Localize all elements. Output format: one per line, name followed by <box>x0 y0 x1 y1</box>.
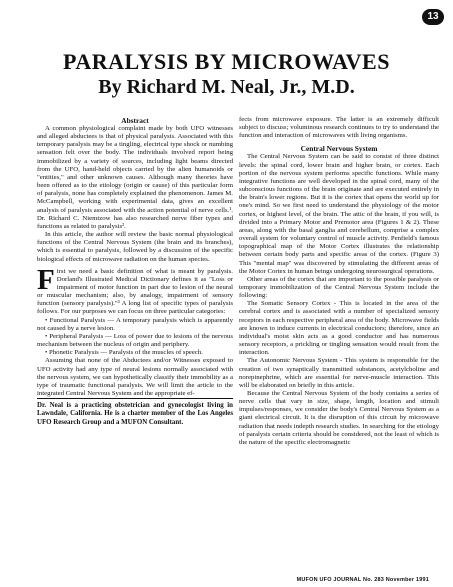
author-bio: Dr. Neal is a practicing obstetrician and gynecologist living in Lawndale, California. He is a charter member of the Los Angeles UFO Research Group and a MUFON Consultant. <box>37 398 233 427</box>
article-byline: By Richard M. Neal, Jr., M.D. <box>98 76 355 98</box>
abstract-heading: Abstract <box>121 116 149 125</box>
bullet-functional-paralysis: • Functional Paralysis — A temporary paralysis which is apparently not caused by a nerve lesion. <box>37 316 233 332</box>
journal-footer: MUFON UFO JOURNAL No. 283 November 1991 <box>296 577 429 583</box>
drop-cap: F <box>37 263 55 296</box>
article-title: PARALYSIS BY MICROWAVES <box>63 49 390 74</box>
bullet-peripheral-paralysis: • Peripheral Paralysis — Loss of power due to lesions of the nervous mechanism between the nucleus of origin and periphery. <box>37 332 233 349</box>
body-paragraph-assumption: Assuming that none of the Abductees and/or Witnesses exposed to UFO activity had any type of neural lesions normally associated with the nervous system, we can hypothetically classify their immobility as a type of traumatic functional paralysis. We will limit the article to the integrated Central Nervous System and the appropriate ef- <box>37 357 233 397</box>
abstract-paragraph-1: A common physiological complaint made by both UFO witnesses and alleged abductees is that of physical paralysis. Associated with this temporary paralysis may be a tingling, electrical type shock or numbing sensation felt over the body. The individuals involved report being immobilized by a variety of sources, including light beams directed from the UFO, hand-held objects carried by the alien humanoids or "entities," and other unknown causes. Although many theories have been offered as to the etiology (origin or cause) of this particular form of paralysis, none has completely explained the phenomenon. James M. McCampbell, working with experimental data, gives an excellent analysis of paralysis associated with the action potential of nerve cells.¹. Dr. Richard C. Niemtzow has also researched nerve fiber types and functions as related to paralysis². <box>37 125 233 230</box>
continuation-paragraph: fects from microwave exposure. The latter is an extremely difficult subject to discuss; voluminous research continues to try to understand the function and interaction of microwaves with living organisms. <box>239 116 439 140</box>
intro-text: irst we need a basic definition of what is meant by paralysis. Dorland's Illustrated Medical Dictionary defines it as "Loss or impairment of motor function in part due to lesion of the neural or muscular mechanism; also, by analogy, impairment of sensory function (sensory paralysis)."³ A long list of specific types of paralysis follows. For our purposes we can focus on three particular categories: <box>37 267 233 316</box>
bullet-phonetic-paralysis: • Phonetic Paralysis — Paralysis of the muscles of speech. <box>45 349 203 357</box>
right-column <box>239 116 439 447</box>
cns-paragraph-autonomic: The Autonomic Nervous System - This system is responsible for the creation of two synaptically transmitted substances, acetylcholine and norepinephrine, which are essential for nerve-muscle interaction. This will be elaborated on briefly in this article. <box>239 357 439 389</box>
cns-paragraph-circuit: Because the Central Nervous System of the body contains a series of nerve cells that vary in size, shape, length, location and stimuli impulses/responses, we consider the body's Central Nervous System as a giant electrical circuit. It is the disruption of this circuit by microwave radiation that needs indepth research studies. In searching for the etiology of paralysis certain criteria should be considered, not the least of which is the nature of the specific electromagnetic <box>239 390 439 446</box>
cns-paragraph-1: The Central Nervous System can be said to consist of three distinct levels: the spinal cord, lower brain and higher brain, or cortex. Each portion of the nervous system performs specific functions. While many integrative functions are well developed in the spinal cord, many of the subconscious functions of the brain originate and are executed entirely in the brain's lower regions. But it is the cortex that opens the world up for one's mind. So we first need to understand the physiology of the motor cortex, or highest level, of the brain. The attic of the brain, if you will, is divided into a Primary Motor and Premotor area (Figures 1 & 2). These areas, along with the basal ganglia and cerebellum, comprise a complex overall system for voluntary control of muscle activity. Penfield's famous topographical map of the Motor Cortex illustrates the relationship between certain body parts and specific areas of the cortex. (Figure 3) This "mental map" was discovered by stimulating the different areas of the Motor Cortex in human beings undergoing neurosurgical operations. <box>239 153 439 275</box>
page-number-badge: 13 <box>422 9 444 25</box>
section-heading-cns: Central Nervous System <box>300 144 378 154</box>
left-column <box>37 116 233 427</box>
cns-paragraph-2: Other areas of the cortex that are important to the possible paralysis or temporary immobilization of the Central Nervous System include the following: <box>239 275 439 300</box>
cns-paragraph-somatic: The Somatic Sensory Cortex - This is located in the area of the cerebral cortex and is associated with a number of specialized sensory receptors in each respective peripheral area of the body. Microwave fields are known to induce currents in electrical conductors; therefore, since an individual's moist skin acts as a good conductor and has numerous sensory receptors, a prickling or tingling sensation would result from the interaction. <box>239 300 439 357</box>
body-paragraph-intro <box>37 263 233 317</box>
abstract-paragraph-2: In this article, the author will review the basic normal physiological functions of the Central Nervous System (the brain and its branches), which is essential to paralysis, followed by a discussion of the specific biological effects of microwave radiation on the human species. <box>37 231 233 263</box>
